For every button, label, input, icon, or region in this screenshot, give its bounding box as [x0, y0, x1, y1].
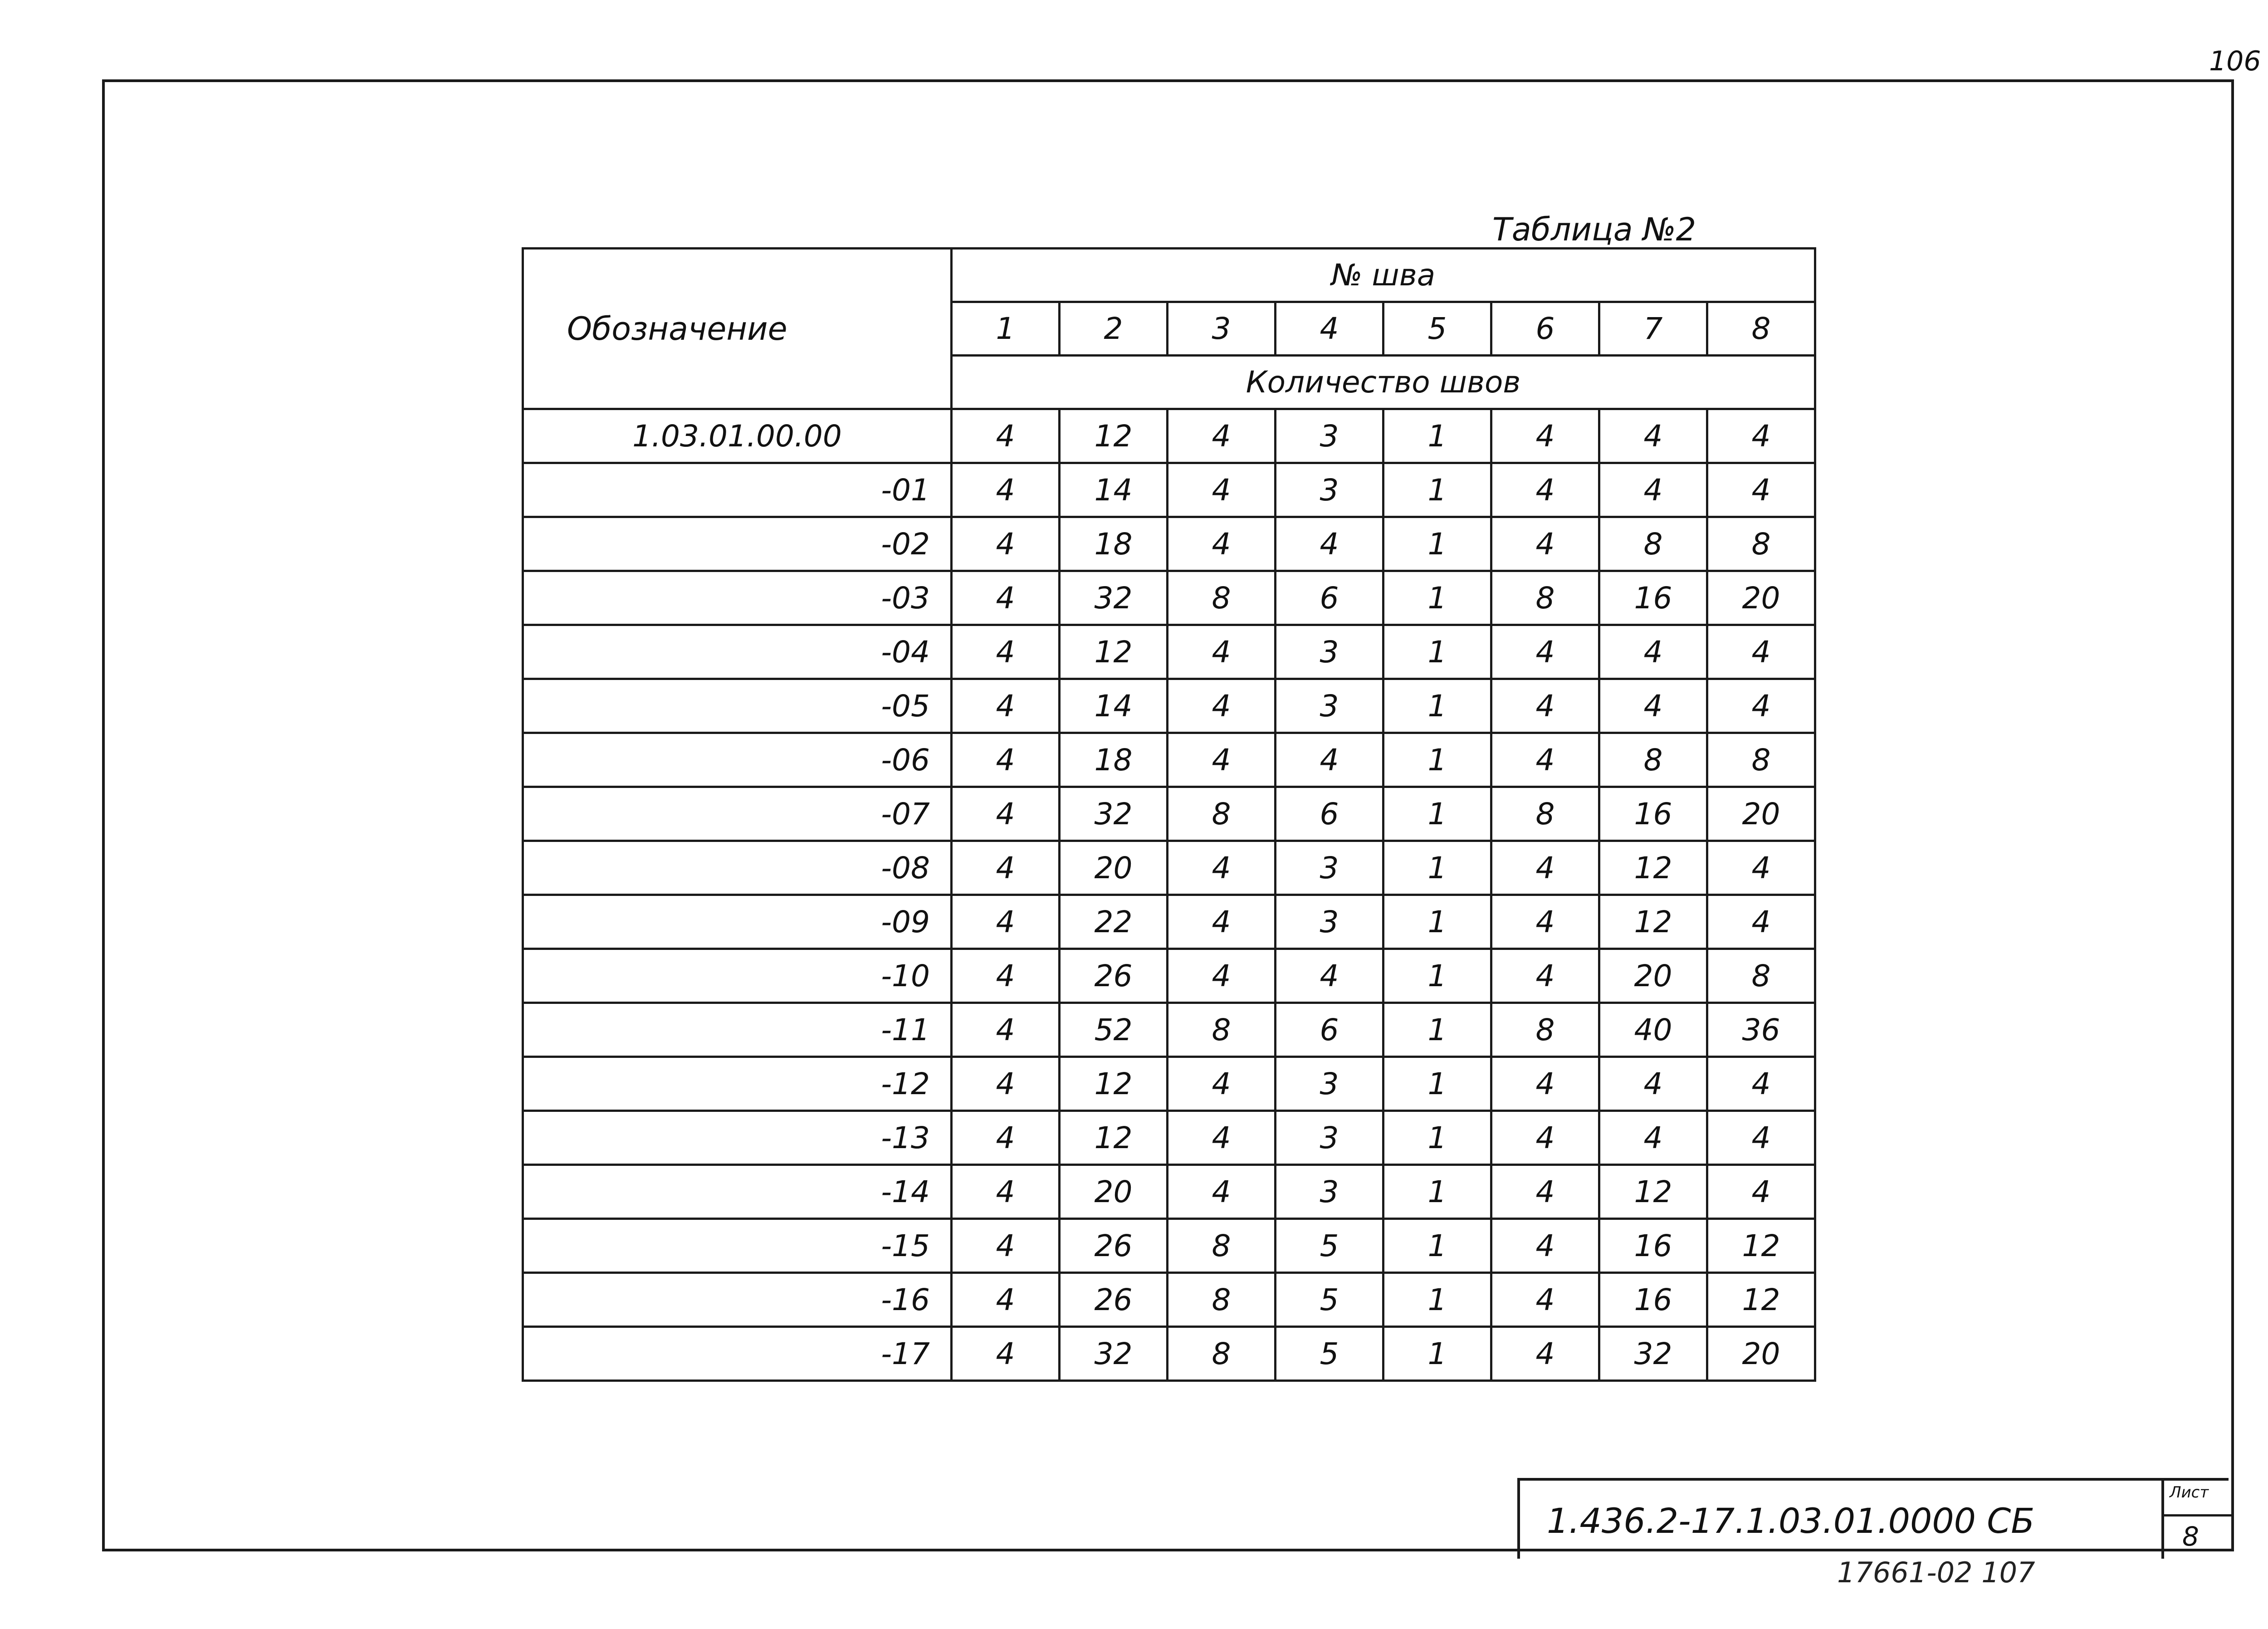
weld-count-cell: 4 — [952, 787, 1060, 841]
weld-count-cell: 4 — [1491, 733, 1599, 787]
weld-count-cell: 4 — [952, 463, 1060, 517]
weld-count-cell: 5 — [1276, 1273, 1383, 1327]
table-row — [523, 1219, 1815, 1273]
weld-count-cell: 12 — [1060, 409, 1168, 463]
weld-count-cell: 20 — [1707, 571, 1815, 625]
weld-count-cell: 32 — [1060, 571, 1168, 625]
weld-count-cell: 4 — [952, 1273, 1060, 1327]
weld-number-cell: 2 — [1060, 302, 1168, 356]
weld-count-cell: 4 — [1599, 679, 1707, 733]
weld-count-cell: 18 — [1060, 517, 1168, 571]
weld-count-cell: 4 — [1707, 1111, 1815, 1165]
weld-count-cell: 4 — [1491, 1273, 1599, 1327]
designation-cell: -03 — [523, 571, 952, 625]
weld-count-cell: 16 — [1599, 1273, 1707, 1327]
weld-count-cell: 20 — [1060, 1165, 1168, 1219]
weld-number-cell: 7 — [1599, 302, 1707, 356]
table-body — [523, 409, 1815, 1381]
designation-cell: -13 — [523, 1111, 952, 1165]
weld-count-cell: 3 — [1276, 625, 1383, 679]
table-row — [523, 625, 1815, 679]
weld-count-cell: 4 — [952, 895, 1060, 949]
table-row — [523, 1273, 1815, 1327]
weld-count-cell: 14 — [1060, 463, 1168, 517]
weld-count-cell: 3 — [1276, 895, 1383, 949]
table-row — [523, 895, 1815, 949]
weld-count-cell: 4 — [1491, 841, 1599, 895]
weld-count-cell: 4 — [1599, 625, 1707, 679]
weld-count-cell: 36 — [1707, 1003, 1815, 1057]
weld-count-cell: 4 — [1707, 625, 1815, 679]
weld-number-cell: 4 — [1276, 302, 1383, 356]
weld-count-cell: 12 — [1060, 625, 1168, 679]
designation-cell: -06 — [523, 733, 952, 787]
weld-count-cell: 4 — [952, 1003, 1060, 1057]
weld-count-cell: 8 — [1491, 787, 1599, 841]
weld-count-cell: 26 — [1060, 1273, 1168, 1327]
weld-count-cell: 1 — [1383, 463, 1491, 517]
weld-count-cell: 8 — [1168, 1327, 1276, 1381]
weld-count-cell: 4 — [1707, 841, 1815, 895]
designation-cell: -04 — [523, 625, 952, 679]
weld-count-cell: 12 — [1707, 1273, 1815, 1327]
designation-cell: -12 — [523, 1057, 952, 1111]
weld-count-cell: 4 — [1168, 949, 1276, 1003]
weld-count-cell: 1 — [1383, 1111, 1491, 1165]
weld-number-header: № шва — [952, 249, 1815, 302]
table-row — [523, 733, 1815, 787]
weld-count-cell: 8 — [1491, 571, 1599, 625]
weld-count-cell: 4 — [952, 1165, 1060, 1219]
weld-count-cell: 12 — [1060, 1057, 1168, 1111]
designation-cell: -09 — [523, 895, 952, 949]
weld-count-cell: 1 — [1383, 949, 1491, 1003]
weld-count-cell: 4 — [952, 571, 1060, 625]
weld-count-cell: 5 — [1276, 1327, 1383, 1381]
weld-count-cell: 4 — [1707, 409, 1815, 463]
weld-count-cell: 4 — [1168, 679, 1276, 733]
weld-count-cell: 3 — [1276, 1165, 1383, 1219]
weld-count-cell: 3 — [1276, 409, 1383, 463]
weld-count-cell: 12 — [1599, 895, 1707, 949]
weld-count-cell: 4 — [1707, 1057, 1815, 1111]
weld-count-cell: 32 — [1060, 787, 1168, 841]
weld-count-cell: 4 — [1168, 1057, 1276, 1111]
weld-count-cell: 12 — [1707, 1219, 1815, 1273]
weld-count-cell: 8 — [1168, 787, 1276, 841]
weld-count-cell: 3 — [1276, 1111, 1383, 1165]
weld-count-cell: 12 — [1060, 1111, 1168, 1165]
table-row — [523, 1111, 1815, 1165]
header-row-weld-number — [523, 249, 1815, 302]
weld-count-cell: 8 — [1599, 733, 1707, 787]
weld-count-cell: 12 — [1599, 841, 1707, 895]
weld-count-cell: 4 — [1276, 517, 1383, 571]
weld-count-cell: 4 — [952, 1057, 1060, 1111]
weld-count-cell: 4 — [1168, 895, 1276, 949]
table-row — [523, 409, 1815, 463]
weld-count-cell: 4 — [1491, 463, 1599, 517]
weld-count-cell: 4 — [1168, 625, 1276, 679]
weld-count-cell: 20 — [1599, 949, 1707, 1003]
weld-count-cell: 14 — [1060, 679, 1168, 733]
weld-count-cell: 8 — [1491, 1003, 1599, 1057]
weld-count-cell: 1 — [1383, 409, 1491, 463]
weld-count-cell: 1 — [1383, 1003, 1491, 1057]
designation-cell: -08 — [523, 841, 952, 895]
weld-count-cell: 3 — [1276, 463, 1383, 517]
designation-cell: -07 — [523, 787, 952, 841]
weld-count-cell: 4 — [1707, 895, 1815, 949]
table-row — [523, 949, 1815, 1003]
weld-count-cell: 8 — [1707, 517, 1815, 571]
document-code: 1.436.2-17.1.03.01.0000 СБ — [1547, 1501, 2035, 1541]
weld-count-cell: 4 — [1168, 1111, 1276, 1165]
weld-count-table — [522, 247, 1816, 1382]
weld-count-cell: 4 — [1491, 625, 1599, 679]
weld-count-cell: 4 — [952, 409, 1060, 463]
designation-cell: -01 — [523, 463, 952, 517]
page-number: 106 — [2209, 45, 2261, 77]
weld-count-cell: 32 — [1060, 1327, 1168, 1381]
weld-count-cell: 4 — [1599, 463, 1707, 517]
weld-count-cell: 6 — [1276, 787, 1383, 841]
weld-count-cell: 4 — [952, 625, 1060, 679]
weld-count-cell: 4 — [952, 1327, 1060, 1381]
table-row — [523, 1057, 1815, 1111]
weld-count-cell: 4 — [1707, 679, 1815, 733]
weld-count-cell: 4 — [1168, 409, 1276, 463]
weld-count-cell: 3 — [1276, 679, 1383, 733]
weld-number-cell: 6 — [1491, 302, 1599, 356]
designation-cell: -15 — [523, 1219, 952, 1273]
weld-count-cell: 4 — [1168, 841, 1276, 895]
weld-count-cell: 8 — [1168, 1219, 1276, 1273]
weld-count-cell: 4 — [952, 1111, 1060, 1165]
archive-number: 17661-02 107 — [1837, 1556, 2035, 1589]
designation-header: Обозначение — [523, 249, 952, 409]
sheet-number: 8 — [2182, 1521, 2199, 1552]
weld-count-cell: 4 — [1491, 949, 1599, 1003]
designation-cell: -17 — [523, 1327, 952, 1381]
weld-count-cell: 4 — [1707, 463, 1815, 517]
weld-count-cell: 8 — [1599, 517, 1707, 571]
weld-count-cell: 3 — [1276, 841, 1383, 895]
weld-count-cell: 4 — [952, 733, 1060, 787]
weld-count-cell: 20 — [1707, 1327, 1815, 1381]
weld-count-cell: 1 — [1383, 1273, 1491, 1327]
weld-count-cell: 16 — [1599, 787, 1707, 841]
designation-cell: -02 — [523, 517, 952, 571]
table-row — [523, 571, 1815, 625]
weld-count-cell: 8 — [1168, 1003, 1276, 1057]
weld-count-cell: 1 — [1383, 517, 1491, 571]
weld-count-cell: 4 — [1491, 1327, 1599, 1381]
weld-count-cell: 1 — [1383, 1327, 1491, 1381]
weld-count-cell: 4 — [952, 517, 1060, 571]
weld-count-cell: 4 — [1491, 409, 1599, 463]
designation-cell: -11 — [523, 1003, 952, 1057]
weld-count-cell: 4 — [1168, 733, 1276, 787]
weld-count-cell: 6 — [1276, 1003, 1383, 1057]
weld-count-cell: 1 — [1383, 733, 1491, 787]
table-row — [523, 517, 1815, 571]
weld-count-cell: 16 — [1599, 1219, 1707, 1273]
weld-count-cell: 8 — [1707, 949, 1815, 1003]
weld-count-cell: 18 — [1060, 733, 1168, 787]
table-caption: Таблица №2 — [1492, 211, 1696, 248]
weld-count-cell: 4 — [1491, 679, 1599, 733]
weld-count-cell: 4 — [1707, 1165, 1815, 1219]
weld-count-cell: 4 — [1276, 733, 1383, 787]
weld-count-cell: 4 — [952, 841, 1060, 895]
weld-count-cell: 8 — [1168, 571, 1276, 625]
weld-count-cell: 4 — [1491, 1111, 1599, 1165]
weld-count-cell: 4 — [1168, 517, 1276, 571]
designation-cell: -16 — [523, 1273, 952, 1327]
weld-count-cell: 4 — [952, 679, 1060, 733]
weld-count-cell: 4 — [1491, 517, 1599, 571]
sheet-label: Лист — [2170, 1483, 2209, 1502]
designation-cell: -05 — [523, 679, 952, 733]
table-row — [523, 463, 1815, 517]
weld-count-cell: 1 — [1383, 1219, 1491, 1273]
weld-count-cell: 20 — [1707, 787, 1815, 841]
weld-count-cell: 4 — [952, 949, 1060, 1003]
weld-count-cell: 4 — [1491, 895, 1599, 949]
weld-count-cell: 4 — [1276, 949, 1383, 1003]
weld-count-cell: 6 — [1276, 571, 1383, 625]
weld-count-cell: 1 — [1383, 679, 1491, 733]
sheet-box — [2161, 1478, 2229, 1559]
weld-count-cell: 4 — [1168, 463, 1276, 517]
weld-count-cell: 1 — [1383, 787, 1491, 841]
weld-count-cell: 4 — [1599, 409, 1707, 463]
weld-count-cell: 1 — [1383, 1165, 1491, 1219]
weld-count-cell: 4 — [1491, 1057, 1599, 1111]
sheet-divider — [2164, 1514, 2231, 1516]
weld-count-cell: 32 — [1599, 1327, 1707, 1381]
weld-count-cell: 52 — [1060, 1003, 1168, 1057]
weld-count-cell: 1 — [1383, 841, 1491, 895]
weld-count-cell: 4 — [1491, 1219, 1599, 1273]
weld-count-cell: 1 — [1383, 895, 1491, 949]
weld-count-cell: 26 — [1060, 1219, 1168, 1273]
count-header: Количество швов — [952, 356, 1815, 409]
weld-number-cell: 8 — [1707, 302, 1815, 356]
weld-count-cell: 22 — [1060, 895, 1168, 949]
designation-cell: 1.03.01.00.00 — [523, 409, 952, 463]
weld-number-cell: 3 — [1168, 302, 1276, 356]
weld-number-cell: 1 — [952, 302, 1060, 356]
weld-count-cell: 1 — [1383, 1057, 1491, 1111]
weld-count-cell: 26 — [1060, 949, 1168, 1003]
designation-cell: -10 — [523, 949, 952, 1003]
table-row — [523, 1165, 1815, 1219]
designation-cell: -14 — [523, 1165, 952, 1219]
table-row — [523, 1327, 1815, 1381]
weld-count-cell: 3 — [1276, 1057, 1383, 1111]
table-row — [523, 841, 1815, 895]
weld-number-cell: 5 — [1383, 302, 1491, 356]
weld-count-cell: 12 — [1599, 1165, 1707, 1219]
weld-count-cell: 5 — [1276, 1219, 1383, 1273]
weld-count-cell: 4 — [1599, 1057, 1707, 1111]
weld-count-cell: 40 — [1599, 1003, 1707, 1057]
weld-count-cell: 4 — [1599, 1111, 1707, 1165]
weld-count-cell: 8 — [1168, 1273, 1276, 1327]
weld-count-cell: 16 — [1599, 571, 1707, 625]
weld-count-cell: 8 — [1707, 733, 1815, 787]
table-row — [523, 679, 1815, 733]
weld-count-cell: 4 — [1491, 1165, 1599, 1219]
weld-count-cell: 4 — [1168, 1165, 1276, 1219]
weld-count-cell: 1 — [1383, 571, 1491, 625]
weld-count-cell: 4 — [952, 1219, 1060, 1273]
table-row — [523, 787, 1815, 841]
weld-count-cell: 20 — [1060, 841, 1168, 895]
table-row — [523, 1003, 1815, 1057]
weld-count-cell: 1 — [1383, 625, 1491, 679]
